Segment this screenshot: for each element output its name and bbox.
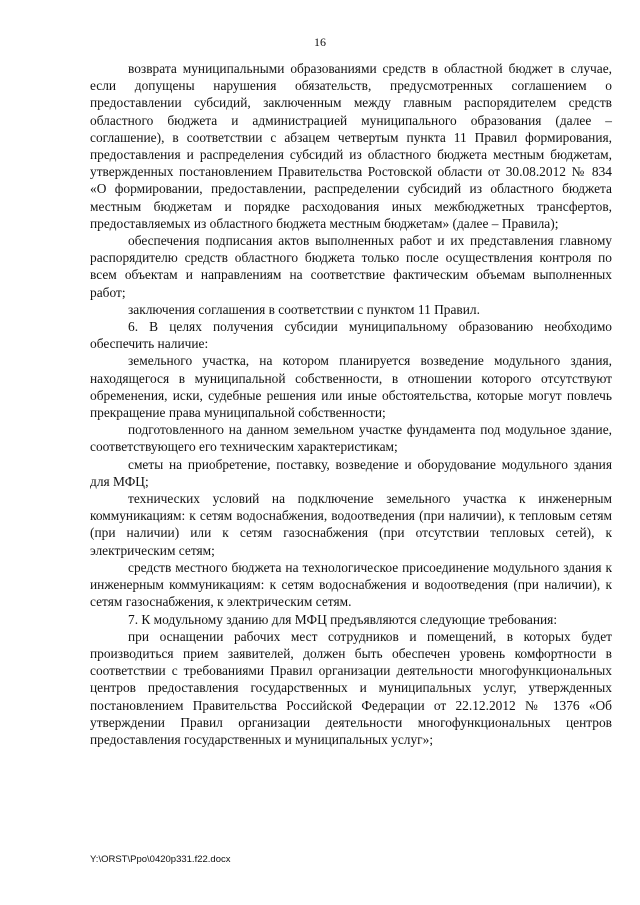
paragraph: обеспечения подписания актов выполненных работ и их представления главному распорядителю средств областного бюджета только после осуществления контроля по всем объектам и направлениям на соответствие фактическим объемам выполненных работ;: [90, 233, 612, 300]
document-body: [90, 60, 612, 748]
paragraph: заключения соглашения в соответствии с пунктом 11 Правил.: [128, 301, 480, 317]
paragraph: 6. В целях получения субсидии муниципальному образованию необходимо обеспечить наличие:: [90, 319, 612, 352]
paragraph: земельного участка, на котором планируется возведение модульного здания, находящегося в муниципальной собственности, в отношении которого отсутствуют обременения, иски, судебные решения или иные обстоятельства, которые могут повлечь прекращение права муниципальной собственности;: [90, 353, 612, 421]
paragraph: 7. К модульному зданию для МФЦ предъявляются следующие требования:: [128, 611, 558, 627]
page-number: 16: [314, 35, 326, 49]
paragraph: возврата муниципальными образованиями средств в областной бюджет в случае, если допущены нарушения обязательств, предусмотренных соглашением о предоставлении субсидий, заключенным между главным распорядителем средств областного бюджета и администрацией муниципального образования (далее – соглашение), в соответствии с абзацем четвертым пункта 11 Правил формирования, предоставления и распределения субсидий из областного бюджета местным бюджетам, утвержденных постановлением Правительства Ростовской области от 30.08.2012 № 834 «О формировании, предоставлении, распределении субсидий из областного бюджета местным бюджетам и порядке расходования иных межбюджетных трансфертов, предоставляемых из областного бюджета местным бюджетам» (далее – Правила);: [90, 61, 612, 231]
paragraph: подготовленного на данном земельном участке фундамента под модульное здание, соответствующего его техническим характеристикам;: [90, 422, 612, 455]
paragraph: при оснащении рабочих мест сотрудников и помещений, в которых будет производиться прием заявителей, должен быть обеспечен уровень комфортности в соответствии с требованиями Правил организации деятельности многофункциональных центров предоставления государственных и муниципальных услуг, утвержденных постановлением Правительства Российской Федерации от 22.12.2012 № 1376 «Об утверждении Правил организации деятельности многофункциональных центров предоставления государственных и муниципальных услуг»;: [90, 628, 612, 747]
footer-file-path: Y:\ORST\Ppo\0420p331.f22.docx: [90, 854, 231, 865]
paragraph: сметы на приобретение, поставку, возведение и оборудование модульного здания для МФЦ;: [90, 456, 612, 489]
paragraph: средств местного бюджета на технологическое присоединение модульного здания к инженерным коммуникациям: к сетям водоснабжения и водоотведения (при наличии), к сетям газоснабжения, к электрическим сетям.: [90, 559, 612, 610]
paragraph: технических условий на подключение земельного участка к инженерным коммуникациям: к сетям водоснабжения, водоотведения (при наличии), к тепловым сетям (при наличии) или к сетям газоснабжения (при отсутствии тепловых сетей), к электрическим сетям;: [90, 491, 612, 558]
